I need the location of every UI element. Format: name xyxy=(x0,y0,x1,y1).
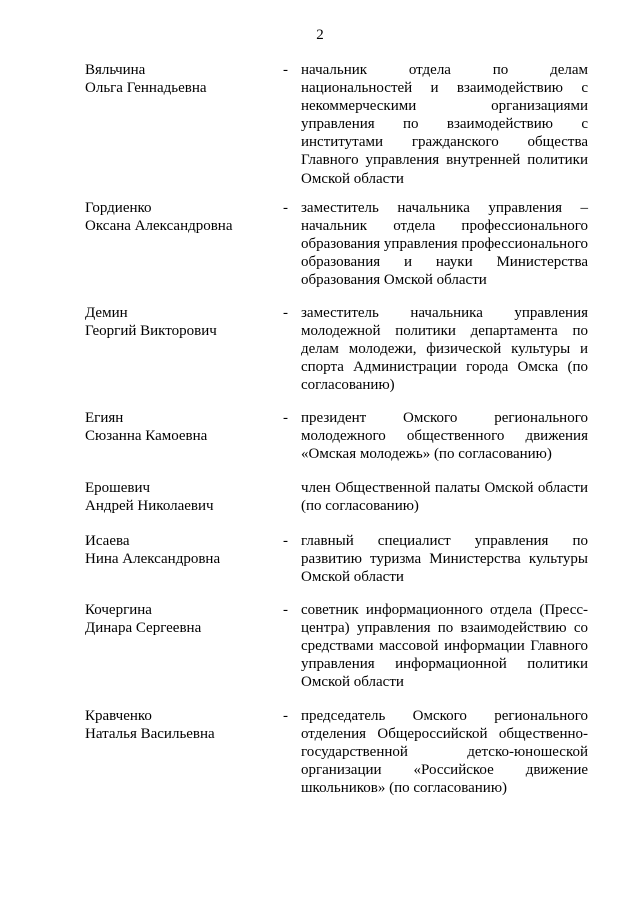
member-position: начальник отдела по делам национальностей и взаимодействию с некоммерческими организациями управления по взаимодействию с институтами гражданского общества Главного управления внутренней политики Омской области xyxy=(301,62,588,187)
separator-dash: - xyxy=(283,62,288,78)
member-name xyxy=(85,61,270,97)
member-position: советник информационного отдела (Пресс-центра) управления по взаимодействию со средствами массовой информации Главного управления информационной политики Омской области xyxy=(301,602,588,691)
page-number: 2 xyxy=(316,27,324,43)
member-name xyxy=(85,409,270,445)
member-position: главный специалист управления по развитию туризма Министерства культуры Омской области xyxy=(301,533,588,586)
member-position: заместитель начальника управления – начальник отдела профессионального образования управления профессионального образования и науки Министерства образования Омской области xyxy=(301,200,588,289)
member-given-names: Динара Сергеевна xyxy=(85,620,202,636)
member-position: председатель Омского регионального отделения Общероссийской общественно-государственной детско-юношеской организации «Российское движение школьников» (по согласованию) xyxy=(301,708,588,797)
member-name xyxy=(85,199,270,235)
member-surname: Исаева xyxy=(85,533,130,549)
member-name xyxy=(85,304,270,340)
member-surname: Ерошевич xyxy=(85,480,151,496)
member-given-names: Оксана Александровна xyxy=(85,218,233,234)
separator-dash: - xyxy=(283,602,288,618)
separator-dash: - xyxy=(283,533,288,549)
member-position: член Общественной палаты Омской области (по согласованию) xyxy=(301,480,588,515)
member-surname: Гордиенко xyxy=(85,200,152,216)
member-surname: Егиян xyxy=(85,410,124,426)
member-surname: Кочергина xyxy=(85,602,152,618)
member-name xyxy=(85,601,270,637)
member-surname: Демин xyxy=(85,305,128,321)
separator-dash: - xyxy=(283,305,288,321)
member-position: президент Омского регионального молодежного общественного движения «Омская молодежь» (по согласованию) xyxy=(301,410,588,463)
member-position: заместитель начальника управления молодежной политики департамента по делам молодежи, физической культуры и спорта Администрации города Омска (по согласованию) xyxy=(301,305,588,394)
member-name xyxy=(85,707,270,743)
member-given-names: Андрей Николаевич xyxy=(85,498,214,514)
member-name xyxy=(85,532,270,568)
member-given-names: Нина Александровна xyxy=(85,551,221,567)
member-given-names: Сюзанна Камоевна xyxy=(85,428,208,444)
member-given-names: Георгий Викторович xyxy=(85,323,217,339)
separator-dash: - xyxy=(283,708,288,724)
member-given-names: Наталья Васильевна xyxy=(85,726,215,742)
member-surname: Кравченко xyxy=(85,708,152,724)
member-given-names: Ольга Геннадьевна xyxy=(85,80,207,96)
separator-dash: - xyxy=(283,200,288,216)
member-name xyxy=(85,479,270,515)
member-surname: Вяльчина xyxy=(85,62,146,78)
separator-dash: - xyxy=(283,410,288,426)
